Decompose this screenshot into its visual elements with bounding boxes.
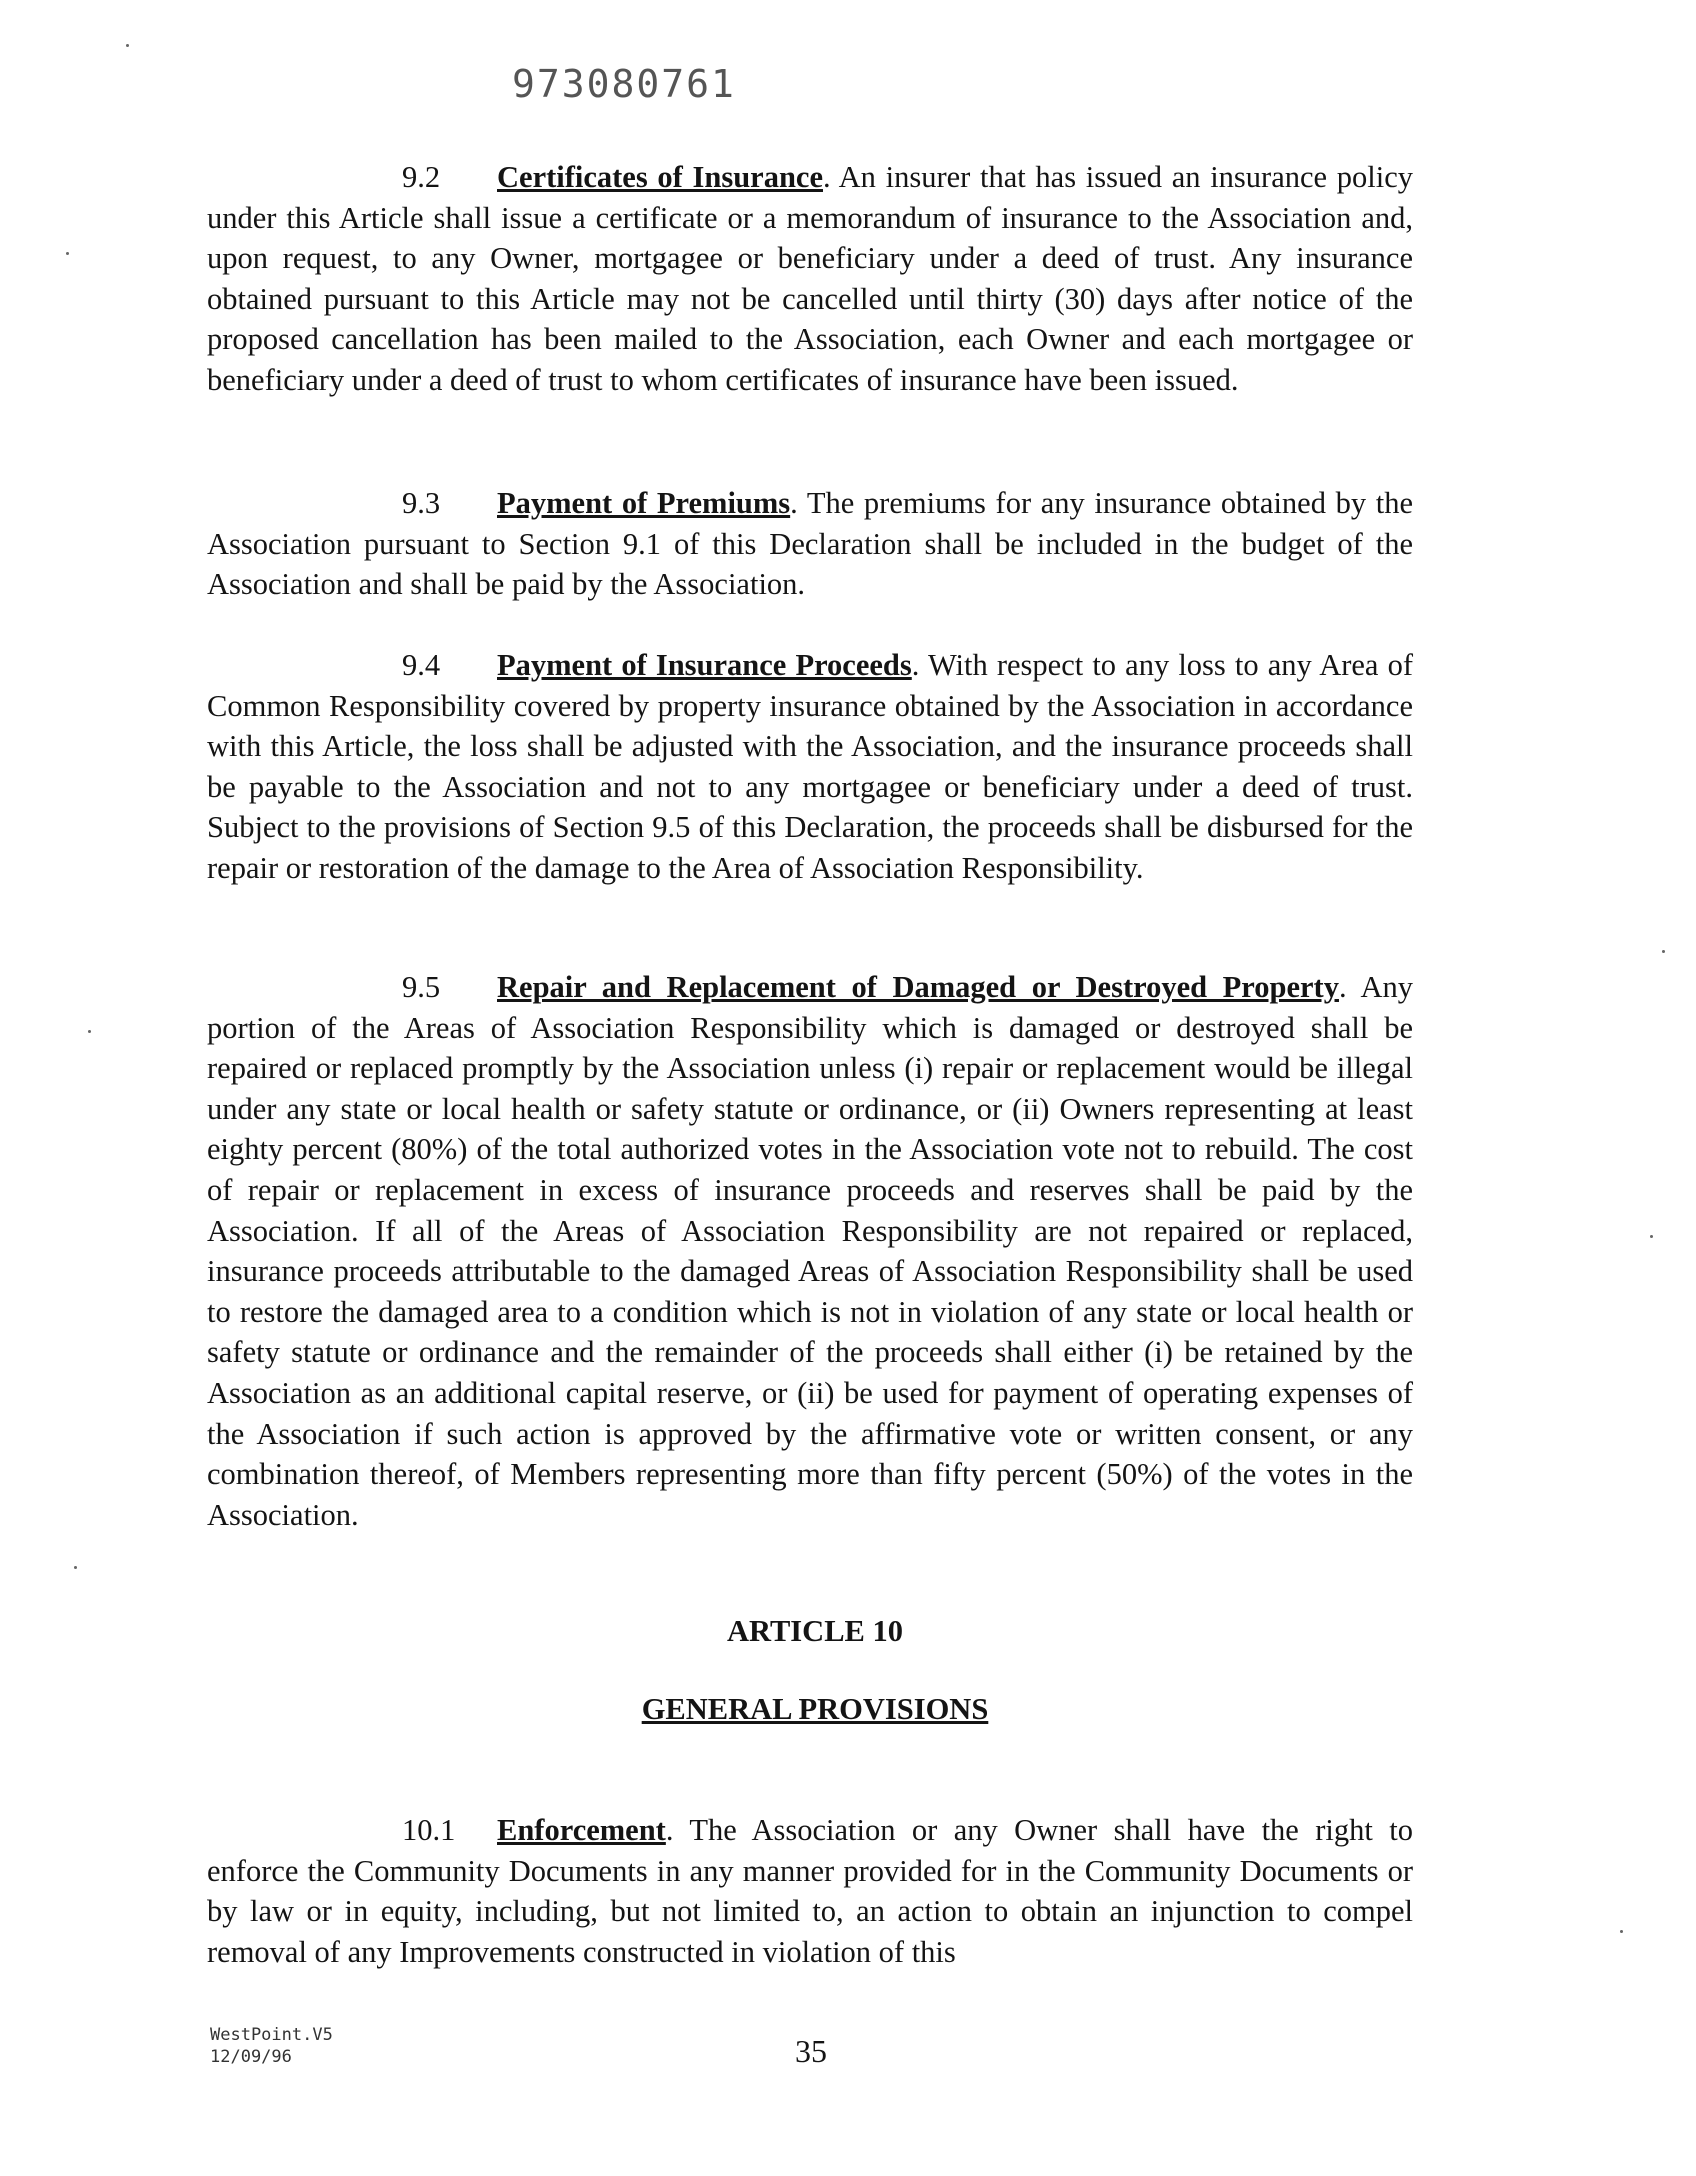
section-body: . The Association or any Owner shall have the right to enforce the Community Documents in any manner provided for in the Community Documents or by law or in equity, including, but not limited to, an action to obtain an injunction to compel removal of any Improvements constructed in violation of this <box>207 1813 1413 1969</box>
section-9-5 <box>207 967 1413 1535</box>
footer-filename: WestPoint.V5 <box>210 2025 333 2045</box>
section-9-4 <box>207 645 1413 889</box>
section-number: 9.4 <box>402 648 441 682</box>
scan-speck <box>1662 950 1665 953</box>
section-number: 10.1 <box>402 1813 456 1847</box>
section-9-2 <box>207 157 1413 401</box>
scan-speck <box>126 44 129 47</box>
page-number: 35 <box>795 2033 827 2069</box>
section-number: 9.2 <box>402 160 441 194</box>
section-10-1 <box>207 1810 1413 1972</box>
section-heading: Payment of Premiums <box>497 486 791 520</box>
section-body: . Any portion of the Areas of Association Responsibility which is damaged or destroyed shall be repaired or replaced promptly by the Association unless (i) repair or replacement would be illegal under any state or local health or safety statute or ordinance, or (ii) Owners representing at least eighty percent (80%) of the total authorized votes in the Association vote not to rebuild. The cost of repair or replacement in excess of insurance proceeds and reserves shall be paid by the Association. If all of the Areas of Association Responsibility are not repaired or replaced, insurance proceeds attributable to the damaged Areas of Association Responsibility shall be used to restore the damaged area to a condition which is not in violation of any state or local health or safety statute or ordinance and the remainder of the proceeds shall either (i) be retained by the Association as an additional capital reserve, or (ii) be used for payment of operating expenses of the Association if such action is approved by the affirmative vote or written consent, or any combination thereof, of Members representing more than fifty percent (50%) of the votes in the Association. <box>207 970 1414 1532</box>
section-heading: Certificates of Insurance <box>497 160 823 194</box>
section-number: 9.3 <box>402 486 441 520</box>
section-heading: Repair and Replacement of Damaged or Destroyed Property <box>497 970 1339 1004</box>
section-body: . With respect to any loss to any Area of Common Responsibility covered by property insurance obtained by the Association in accordance with this Article, the loss shall be adjusted with the Association, and the insurance proceeds shall be payable to the Association and not to any mortgagee or beneficiary under a deed of trust. Subject to the provisions of Section 9.5 of this Declaration, the proceeds shall be disbursed for the repair or restoration of the damage to the Area of Association Responsibility. <box>207 648 1413 885</box>
section-body: . The premiums for any insurance obtained by the Association pursuant to Section 9.1 of this Declaration shall be included in the budget of the Association and shall be paid by the Association. <box>207 486 1413 602</box>
document-stamp-number: 973080761 <box>512 62 736 106</box>
scan-speck <box>1650 1235 1653 1238</box>
section-number: 9.5 <box>402 970 441 1004</box>
section-heading: Payment of Insurance Proceeds <box>497 648 912 682</box>
footer-date: 12/09/96 <box>210 2047 292 2067</box>
scan-speck <box>88 1030 91 1033</box>
section-9-3 <box>207 483 1413 605</box>
scan-speck <box>1620 1930 1623 1933</box>
scan-speck <box>74 1566 77 1569</box>
section-body: . An insurer that has issued an insurance policy under this Article shall issue a certificate or a memorandum of insurance to the Association and, upon request, to any Owner, mortgagee or beneficiary under a deed of trust. Any insurance obtained pursuant to this Article may not be cancelled until thirty (30) days after notice of the proposed cancellation has been mailed to the Association, each Owner and each mortgagee or beneficiary under a deed of trust to whom certificates of insurance have been issued. <box>207 160 1413 397</box>
scan-speck <box>66 252 69 255</box>
article-title: GENERAL PROVISIONS <box>641 1692 989 1726</box>
article-number: ARTICLE 10 <box>726 1614 904 1648</box>
section-heading: Enforcement <box>497 1813 666 1847</box>
